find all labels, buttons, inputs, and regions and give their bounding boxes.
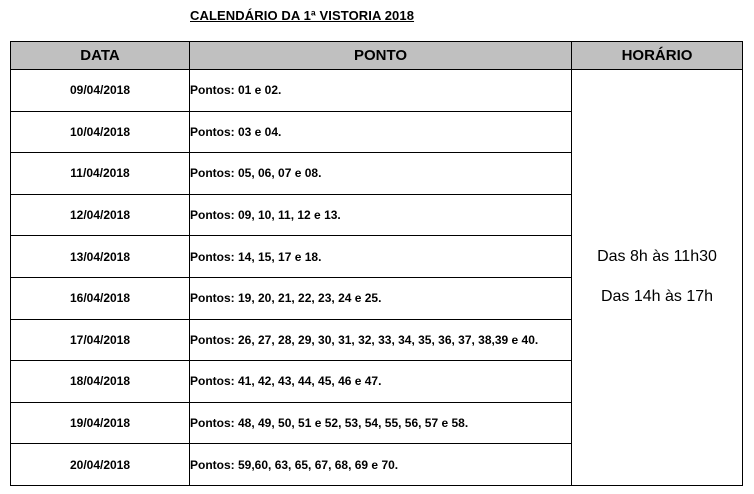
points-cell: Pontos: 48, 49, 50, 51 e 52, 53, 54, 55, 56, 57 e 58. (190, 402, 572, 444)
time-cell (572, 70, 743, 486)
table-header-row (11, 42, 743, 70)
date-cell: 20/04/2018 (11, 444, 190, 486)
inspection-calendar-table (10, 41, 743, 486)
date-cell: 19/04/2018 (11, 402, 190, 444)
points-cell: Pontos: 26, 27, 28, 29, 30, 31, 32, 33, 34, 35, 36, 37, 38,39 e 40. (190, 319, 572, 361)
points-cell: Pontos: 03 e 04. (190, 111, 572, 153)
points-cell: Pontos: 41, 42, 43, 44, 45, 46 e 47. (190, 361, 572, 403)
header-date: DATA (11, 42, 190, 70)
date-cell: 10/04/2018 (11, 111, 190, 153)
points-cell: Pontos: 01 e 02. (190, 70, 572, 112)
header-points: PONTO (190, 42, 572, 70)
afternoon-hours: Das 14h às 17h (600, 288, 714, 306)
points-cell: Pontos: 59,60, 63, 65, 67, 68, 69 e 70. (190, 444, 572, 486)
date-cell: 18/04/2018 (11, 361, 190, 403)
date-cell: 12/04/2018 (11, 194, 190, 236)
points-cell: Pontos: 05, 06, 07 e 08. (190, 153, 572, 195)
points-cell: Pontos: 19, 20, 21, 22, 23, 24 e 25. (190, 277, 572, 319)
points-cell: Pontos: 09, 10, 11, 12 e 13. (190, 194, 572, 236)
table-row (11, 70, 743, 112)
header-time: HORÁRIO (572, 42, 743, 70)
points-cell: Pontos: 14, 15, 17 e 18. (190, 236, 572, 278)
date-cell: 16/04/2018 (11, 277, 190, 319)
date-cell: 17/04/2018 (11, 319, 190, 361)
date-cell: 09/04/2018 (11, 70, 190, 112)
page-title: CALENDÁRIO DA 1ª VISTORIA 2018 (190, 8, 415, 23)
date-cell: 13/04/2018 (11, 236, 190, 278)
date-cell: 11/04/2018 (11, 153, 190, 195)
morning-hours: Das 8h às 11h30 (597, 248, 717, 266)
